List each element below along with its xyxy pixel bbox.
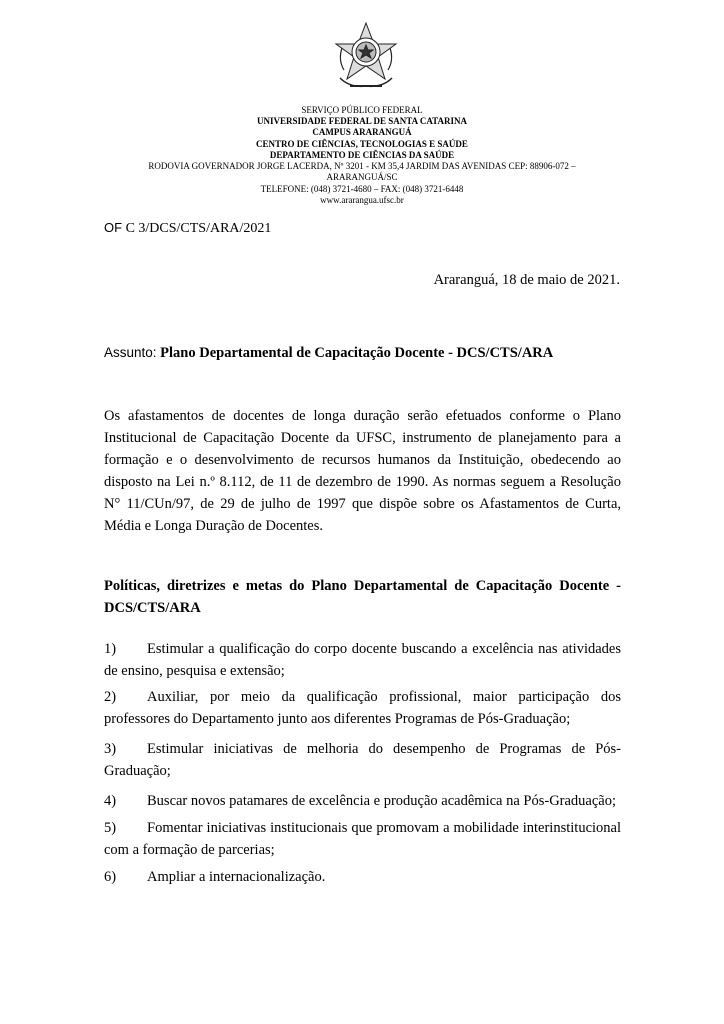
list-item — [104, 738, 621, 782]
list-item-text: Estimular a qualificação do corpo docente buscando a excelência nas atividades de ensino, pesquisa e extensão; — [104, 641, 621, 679]
list-item-text: Fomentar iniciativas institucionais que promovam a mobilidade interinstitucional com a formação de parcerias; — [104, 820, 621, 858]
list-item-text: Ampliar a internacionalização. — [147, 869, 326, 885]
body-paragraph: Os afastamentos de docentes de longa duração serão efetuados conforme o Plano Institucional de Capacitação Docente da UFSC, instrumento de planejamento para a formação e o desenvolvimento de recursos humanos da Instituição, obedecendo ao disposto na Lei n.º 8.112, de 11 de dezembro de 1990. As normas seguem a Resolução N° 11/CUn/97, de 29 de julho de 1997 que dispõe sobre os Afastamentos de Curta, Média e Longa Duração de Docentes. — [104, 408, 621, 534]
header-line-department: DEPARTAMENTO DE CIÊNCIAS DA SAÚDE — [269, 150, 455, 160]
header-line-campus: CAMPUS ARARANGUÁ — [312, 127, 412, 137]
list-item — [104, 866, 621, 888]
list-item-number: 1) — [104, 641, 117, 657]
list-item — [104, 790, 621, 812]
list-item — [104, 817, 621, 861]
header-line-service: SERVIÇO PÚBLICO FEDERAL — [301, 105, 423, 115]
header-line-phone: TELEFONE: (048) 3721-4680 – FAX: (048) 3721-6448 — [260, 184, 464, 194]
list-item-number: 2) — [104, 689, 117, 705]
list-item-text: Buscar novos patamares de excelência e produção acadêmica na Pós-Graduação; — [147, 793, 617, 809]
header-line-university: UNIVERSIDADE FEDERAL DE SANTA CATARINA — [256, 116, 468, 126]
list-item-number: 6) — [104, 869, 117, 885]
document-date: Araranguá, 18 de maio de 2021. — [433, 272, 620, 288]
list-item — [104, 638, 621, 682]
subject-value: Plano Departamental de Capacitação Docente - DCS/CTS/ARA — [160, 345, 554, 361]
of-prefix: OF — [104, 220, 123, 235]
list-item-number: 4) — [104, 793, 117, 809]
brazil-coat-of-arms-icon — [330, 20, 402, 92]
subject-line — [104, 345, 553, 362]
section-heading: Políticas, diretrizes e metas do Plano Departamental de Capacitação Docente - DCS/CTS/ARA — [104, 578, 621, 616]
header-line-address: RODOVIA GOVERNADOR JORGE LACERDA, Nº 3201 - KM 35,4 JARDIM DAS AVENIDAS CEP: 88906-072 – — [148, 161, 576, 171]
document-number — [104, 220, 271, 237]
header-line-city: ARARANGUÁ/SC — [326, 172, 398, 182]
header-line-center: CENTRO DE CIÊNCIAS, TECNOLOGIAS E SAÚDE — [256, 139, 468, 149]
list-item-number: 3) — [104, 741, 117, 757]
list-item-number: 5) — [104, 820, 117, 836]
list-item-text: Auxiliar, por meio da qualificação profissional, maior participação dos professores do Departamento junto aos diferentes Programas de Pós-Graduação; — [104, 689, 621, 727]
subject-label: Assunto: — [104, 345, 157, 360]
list-item-text: Estimular iniciativas de melhoria do desempenho de Programas de Pós-Graduação; — [104, 741, 621, 779]
list-item — [104, 686, 621, 730]
of-number: C 3/DCS/CTS/ARA/2021 — [125, 221, 272, 236]
header-line-website: www.ararangua.ufsc.br — [320, 195, 404, 205]
